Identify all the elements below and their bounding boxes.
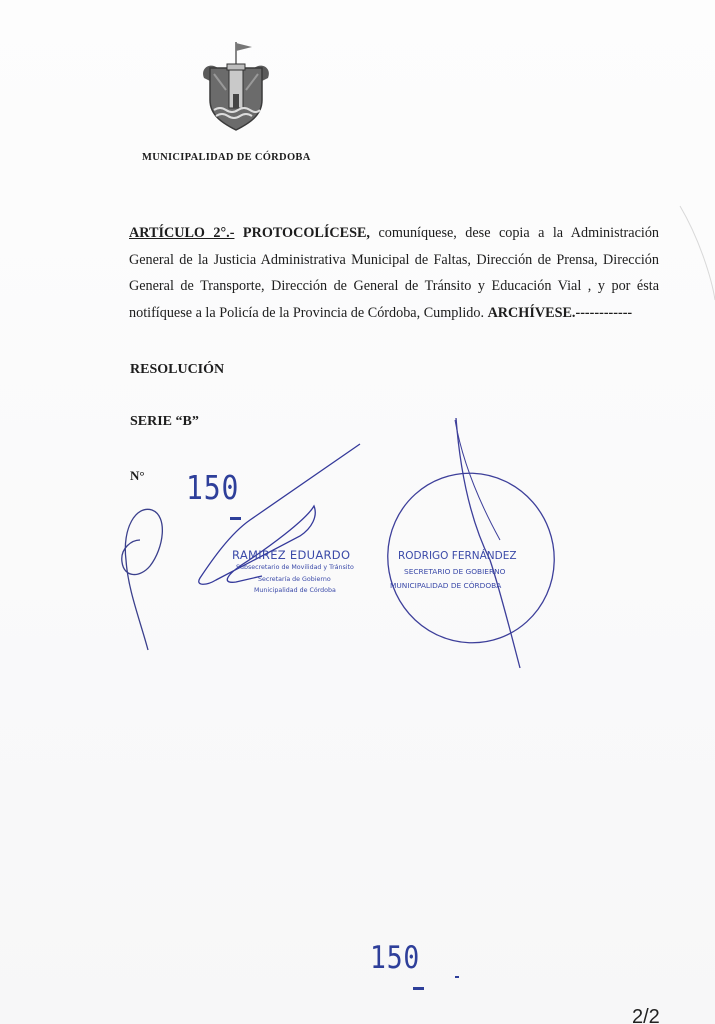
series-label: SERIE “B” bbox=[130, 414, 199, 429]
article-keyword: PROTOCOLÍCESE, bbox=[242, 225, 370, 241]
stamp-left-line1: Subsecretario de Movilidad y Tránsito bbox=[236, 564, 354, 571]
fernandez-signature bbox=[364, 418, 578, 668]
article-line bbox=[129, 220, 659, 247]
footer-number-mark bbox=[413, 987, 424, 990]
coat-of-arms-icon bbox=[198, 38, 274, 134]
article-paragraph bbox=[129, 220, 659, 326]
archive-keyword: ARCHÍVESE.------------ bbox=[487, 304, 633, 321]
footer-dot bbox=[455, 976, 459, 978]
resolution-label: RESOLUCIÓN bbox=[130, 362, 225, 377]
article-text: notifíquese a la Policía de la Provincia de Córdoba, Cumplido. bbox=[129, 304, 485, 321]
initials-signature bbox=[122, 509, 163, 650]
article-heading: ARTÍCULO 2°.- bbox=[129, 225, 235, 241]
stamp-right-line1: SECRETARIO DE GOBIERNO bbox=[404, 567, 506, 576]
municipality-name: MUNICIPALIDAD DE CÓRDOBA bbox=[142, 152, 311, 163]
footer-resolution-number: 150 bbox=[370, 940, 421, 976]
article-line bbox=[129, 300, 659, 327]
page-indicator: 2/2 bbox=[632, 1006, 660, 1024]
stamp-left-line2: Secretaría de Gobierno bbox=[258, 576, 331, 583]
article-line: General de la Justicia Administrativa Municipal de Faltas, Dirección de Prensa, Dirección bbox=[129, 251, 659, 268]
stamp-right-line2: MUNICIPALIDAD DE CÓRDOBA bbox=[390, 581, 502, 590]
number-label: N° bbox=[130, 468, 145, 483]
article-line: General de Transporte, Dirección de General de Tránsito y Educación Vial , y por ésta bbox=[129, 278, 659, 294]
article-text: comuníquese, dese copia a la Administración bbox=[378, 225, 660, 241]
stamp-left-name: RAMIREZ EDUARDO bbox=[232, 548, 351, 562]
stamp-right-name: RODRIGO FERNÁNDEZ bbox=[398, 550, 517, 562]
number-mark bbox=[230, 517, 241, 520]
stamp-left-line3: Municipalidad de Córdoba bbox=[254, 587, 336, 594]
resolution-number: 150 bbox=[186, 468, 240, 507]
